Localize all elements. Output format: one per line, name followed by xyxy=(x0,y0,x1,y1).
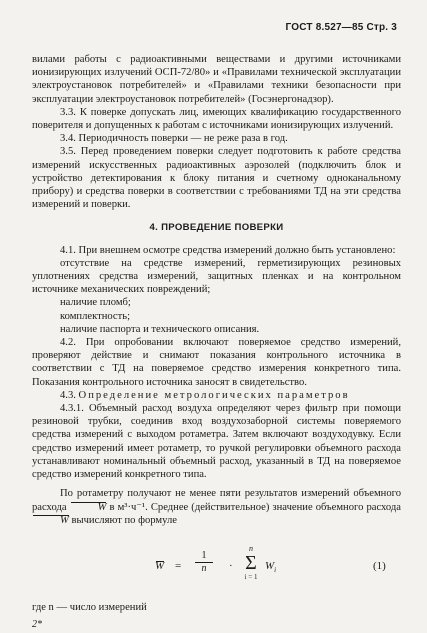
paragraph: наличие пломб; xyxy=(60,297,131,309)
formula-1 xyxy=(155,544,405,596)
paragraph xyxy=(32,487,401,527)
text-run: вычисляют по формуле xyxy=(71,514,177,526)
text-run: По ротаметру получают не менее пяти результатов измерений объемного расхода xyxy=(32,488,401,513)
paragraph: 3.4. Периодичность поверки — не реже раза в год. xyxy=(60,133,288,145)
formula-equals: = xyxy=(175,560,182,572)
formula-fraction xyxy=(195,550,213,575)
term-variable: W xyxy=(265,560,275,572)
formula-lhs: W xyxy=(155,560,165,572)
section-title: 4. ПРОВЕДЕНИЕ ПОВЕРКИ xyxy=(149,222,284,234)
formula-dot: · xyxy=(229,560,233,572)
paragraph-heading xyxy=(32,389,401,402)
text-run: в м³·ч⁻¹. Среднее (действительное) значение объемного расхода xyxy=(109,501,401,513)
sum-upper-limit: n xyxy=(249,544,253,553)
sigma-sign: Σ xyxy=(245,552,257,574)
formula-term xyxy=(265,560,276,574)
paragraph: комплектность; xyxy=(60,310,131,322)
fraction-numerator: 1 xyxy=(195,550,213,563)
formula-number: (1) xyxy=(373,560,386,572)
page-header: ГОСТ 8.527—85 Стр. 3 xyxy=(285,22,397,33)
fraction-denominator: n xyxy=(201,563,207,574)
page-signature-mark: 2* xyxy=(32,619,42,630)
paragraph: отсутствие на средстве измерений, герметизирующих резиновых уплотнениях средства измерений, защитных пленках и на контрольном источнике механических повреждений; xyxy=(32,257,401,296)
paragraph: 4.1. При внешнем осмотре средства измерений должно быть установлено: xyxy=(60,244,396,256)
body-text xyxy=(32,53,401,527)
variable-w-mean: W xyxy=(32,514,69,527)
term-subscript: i xyxy=(274,566,277,575)
paragraph: 3.3. К поверке допускать лиц, имеющих квалификацию государственного поверителя и допущенных к работам с источниками ионизирующих излучений. xyxy=(32,106,401,132)
clause-number: 4.3. xyxy=(60,389,76,401)
paragraph: 3.5. Перед проведением поверки следует подготовить к работе средства измерений искусственных радиоактивных аэрозолей (подключить блок и устройство детектирования к блоку питания и счетному одноканальному прибору) и средства поверки в соответствии с требованиями ТД на эти средства измерений и поверки. xyxy=(32,146,401,211)
paragraph: 4.2. При опробовании включают поверяемое средство измерений, проверяют действие и снимают показания контрольного источника в соответствии с ТД на поверяемое средство измерения конкретного типа. Показания контрольного источника заносят в свидетельство. xyxy=(32,337,401,388)
paragraph: 4.3.1. Объемный расход воздуха определяют через фильтр при помощи резиновой трубки, соединив вход воздухозаборной системы поверяемого средства измерений с выходом ротаметра. Затем включают воздуходувку. Если средство измерений имеет ротаметр, то ручкой регулировки объемного расхода устанавливают номинальный объемный расход, указанный в ТД на поверяемое средство измерений конкретного типа. xyxy=(32,403,401,481)
sum-lower-limit: i = 1 xyxy=(244,573,258,581)
where-clause: где n — число измерений xyxy=(32,602,147,613)
clause-title: Определение метрологических параметров xyxy=(78,389,350,401)
paragraph: наличие паспорта и технического описания. xyxy=(60,323,260,335)
variable-w-mean: W xyxy=(70,501,107,514)
paragraph: вилами работы с радиоактивными веществами и другими источниками ионизирующих излучений ОСП-72/80» и «Правилами технической эксплуатации электроустановок потребителей» и «Правилами техники безопасности при эксплуатации электроустановок потребителей» (Госэнергонадзор). xyxy=(32,54,401,105)
formula-sum xyxy=(243,544,259,582)
